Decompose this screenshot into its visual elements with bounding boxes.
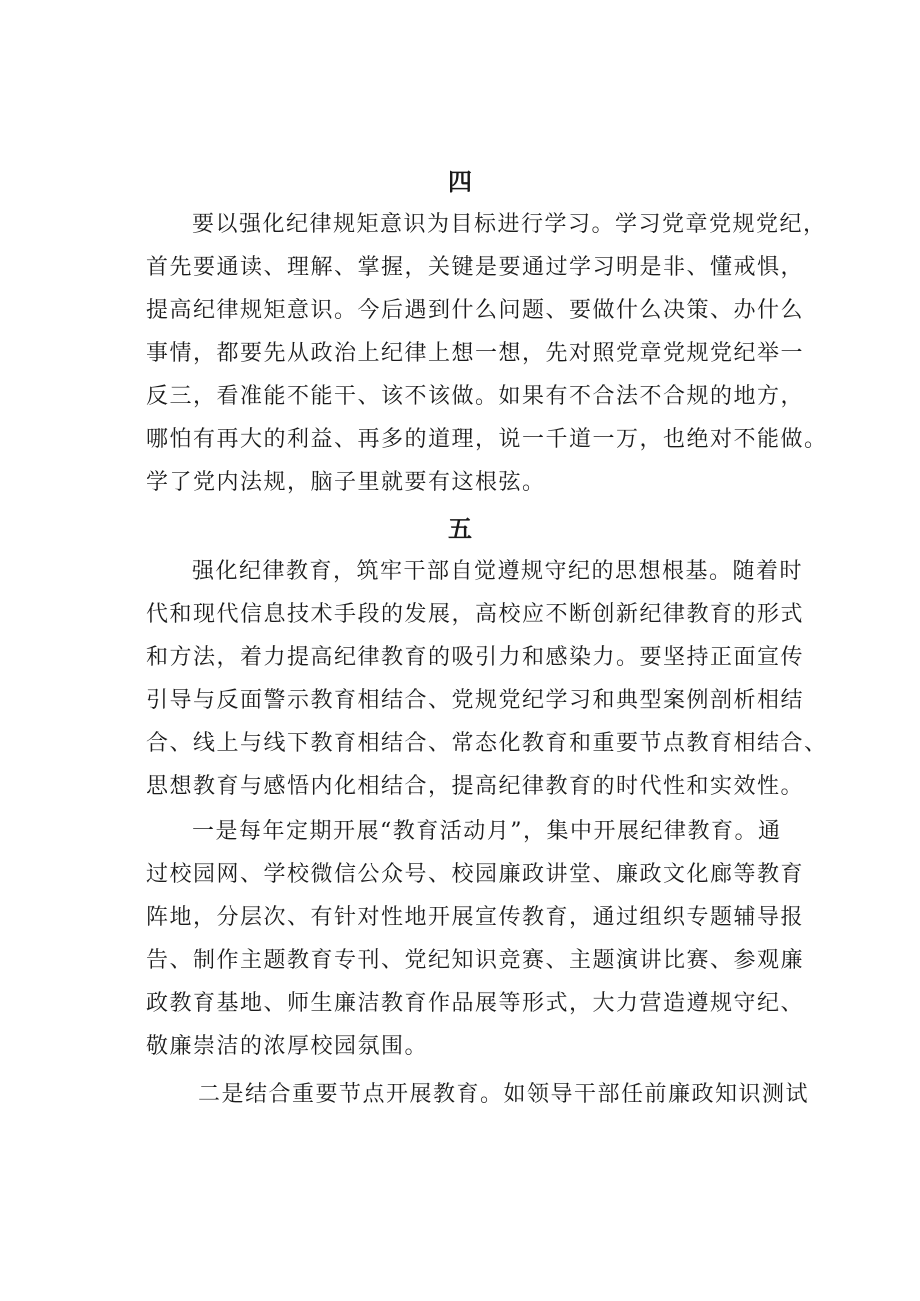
paragraph-line: 哪怕有再大的利益、再多的道理，说一千道一万，也绝对不能做。 bbox=[146, 427, 828, 452]
paragraph-line: 代和现代信息技术手段的发展，高校应不断创新纪律教育的形式 bbox=[146, 602, 805, 627]
paragraph-line: 敬廉崇洁的浓厚校园氛围。 bbox=[146, 1034, 429, 1059]
paragraph-line: 引导与反面警示教育相结合、党规党纪学习和典型案例剖析相结 bbox=[146, 688, 805, 713]
paragraph-line: 反三，看准能不能干、该不该做。如果有不合法不合规的地方， bbox=[146, 384, 805, 409]
paragraph-line: 首先要通读、理解、掌握，关键是要通过学习明是非、懂戒惧， bbox=[146, 255, 805, 280]
paragraph-line: 学了党内法规，脑子里就要有这根弦。 bbox=[146, 470, 546, 495]
paragraph-line: 要以强化纪律规矩意识为目标进行学习。学习党章党规党纪， bbox=[192, 212, 827, 237]
paragraph-line: 强化纪律教育，筑牢干部自觉遵规守纪的思想根基。随着时 bbox=[192, 559, 804, 584]
paragraph-line: 合、线上与线下教育相结合、常态化教育和重要节点教育相结合、 bbox=[146, 731, 828, 756]
paragraph-line: 二是结合重要节点开展教育。如领导干部任前廉政知识测试 bbox=[198, 1082, 810, 1107]
section-heading-five: 五 bbox=[448, 514, 472, 543]
paragraph-line: 过校园网、学校微信公众号、校园廉政讲堂、廉政文化廊等教育 bbox=[146, 862, 805, 887]
paragraph-line: 告、制作主题教育专刊、党纪知识竞赛、主题演讲比赛、参观廉 bbox=[146, 948, 805, 973]
paragraph-line: 阵地，分层次、有针对性地开展宣传教育，通过组织专题辅导报 bbox=[146, 905, 805, 930]
section-heading-four: 四 bbox=[448, 167, 472, 196]
paragraph-line: 思想教育与感悟内化相结合，提高纪律教育的时代性和实效性。 bbox=[146, 774, 805, 799]
paragraph-line: 和方法，着力提高纪律教育的吸引力和感染力。要坚持正面宣传 bbox=[146, 645, 805, 670]
paragraph-line: 政教育基地、师生廉洁教育作品展等形式，大力营造遵规守纪、 bbox=[146, 991, 805, 1016]
paragraph-line: 提高纪律规矩意识。今后遇到什么问题、要做什么决策、办什么 bbox=[146, 298, 805, 323]
paragraph-line: 一是每年定期开展“教育活动月”，集中开展纪律教育。通 bbox=[192, 819, 782, 844]
paragraph-line: 事情，都要先从政治上纪律上想一想，先对照党章党规党纪举一 bbox=[146, 341, 805, 366]
